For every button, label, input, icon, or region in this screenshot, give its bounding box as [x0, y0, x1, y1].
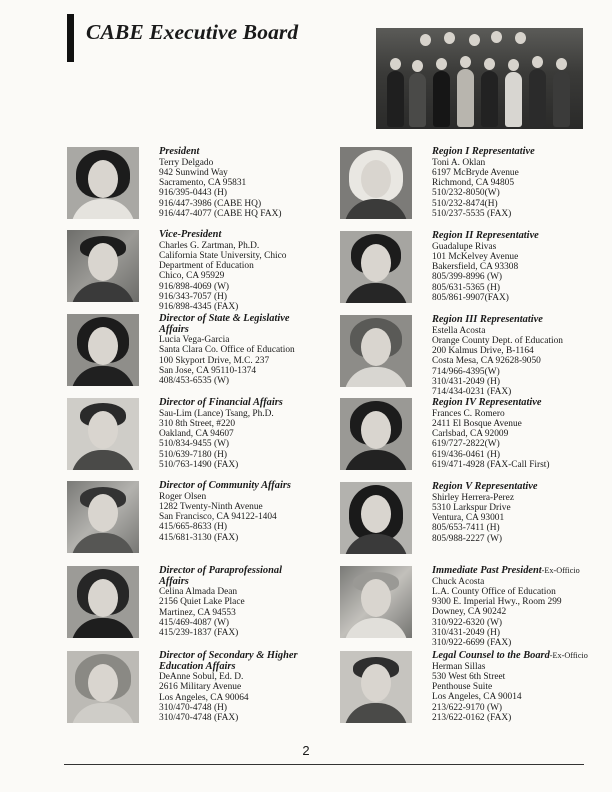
board-member-past-president [340, 565, 610, 649]
portrait-photo [340, 147, 412, 219]
portrait-photo [67, 481, 139, 553]
contact-line: 510/232-8474(H) [432, 198, 498, 209]
contact-line: Santa Clara Co. Office of Education [159, 345, 295, 356]
contact-line: Penthouse Suite [432, 682, 493, 693]
role-title: Region III Representative [432, 314, 543, 325]
portrait-photo [67, 230, 139, 302]
contact-line: 100 Skyport Drive, M.C. 237 [159, 355, 270, 366]
group-photo [376, 28, 583, 129]
contact-line: Guadalupe Rivas [432, 241, 497, 252]
contact-line: Orange County Dept. of Education [432, 335, 563, 346]
contact-line: 510/834-9455 (W) [159, 439, 230, 450]
contact-line: Los Angeles, CA 90014 [432, 692, 522, 703]
contact-line: 310/470-4748 (H) [159, 703, 227, 714]
contact-line: California State University, Chico [159, 250, 287, 261]
role-title: Director of State & Legislative [159, 313, 290, 324]
portrait-photo [67, 398, 139, 470]
board-member-region-3 [340, 314, 610, 398]
contact-line: Frances C. Romero [432, 408, 505, 419]
board-member-region-1 [340, 147, 610, 227]
contact-line: Roger Olsen [159, 491, 207, 502]
contact-line: 101 McKelvey Avenue [432, 251, 519, 262]
contact-line: Los Angeles, CA 90064 [159, 692, 249, 703]
contact-line: 619/727-2822(W) [432, 439, 500, 450]
role-title: Affairs [159, 323, 189, 335]
contact-line: 2616 Military Avenue [159, 682, 242, 693]
contact-line: Carlsbad, CA 92009 [432, 429, 509, 440]
contact-line: 805/399-8996 (W) [432, 272, 503, 283]
portrait-photo [67, 566, 139, 638]
contact-line: 805/631-5365 (H) [432, 282, 500, 293]
board-member-secondary-higher-education [67, 651, 337, 731]
portrait-photo [340, 231, 412, 303]
contact-line: Downey, CA 90242 [432, 607, 507, 618]
portrait-photo [340, 651, 412, 723]
contact-line: Toni A. Oklan [432, 157, 486, 168]
contact-line: 2411 El Bosque Avenue [432, 418, 522, 429]
contact-line: 213/622-9170 (W) [432, 702, 503, 713]
contact-line: 530 West 6th Street [432, 671, 506, 682]
contact-line: Bakersfield, CA 93308 [432, 262, 519, 273]
contact-line: Chico, CA 95929 [159, 271, 225, 282]
portrait-photo [67, 314, 139, 386]
board-member-paraprofessional-affairs [67, 566, 337, 646]
board-member-vice-president [67, 229, 337, 313]
contact-line: 619/471-4928 (FAX-Call First) [432, 460, 550, 471]
portrait-photo [340, 482, 412, 554]
contact-line: 916/898-4069 (W) [159, 281, 230, 292]
contact-line: Chuck Acosta [432, 576, 485, 587]
contact-line: Celina Almada Dean [159, 587, 238, 598]
page-number: 2 [302, 743, 310, 758]
role-title: Director of Financial Affairs [159, 397, 283, 408]
contact-line: 2156 Quiet Lake Place [159, 597, 245, 608]
board-member-financial-affairs [67, 398, 337, 478]
board-member-community-affairs [67, 481, 337, 561]
contact-line: San Francisco, CA 94122-1404 [159, 512, 277, 523]
board-member-president [67, 147, 337, 227]
role-title: Director of Community Affairs [159, 480, 291, 491]
contact-line: 408/453-6535 (W) [159, 376, 230, 387]
role-title: Region II Representative [432, 230, 539, 241]
contact-line: Martinez, CA 94553 [159, 607, 236, 618]
contact-line: 415/665-8633 (H) [159, 522, 227, 533]
contact-line: 310/922-6320 (W) [432, 617, 503, 628]
role-title: Vice-President [159, 229, 222, 240]
role-title: Affairs [159, 575, 189, 587]
contact-line: Costa Mesa, CA 92628-9050 [432, 356, 541, 367]
board-member-state-legislative [67, 314, 337, 394]
board-member-legal-counsel [340, 651, 610, 731]
contact-line: 1282 Twenty-Ninth Avenue [159, 501, 263, 512]
contact-line: 9300 E. Imperial Hwy., Room 299 [432, 597, 562, 608]
contact-line: Ventura, CA 93001 [432, 513, 505, 524]
role-title: Education Affairs [159, 660, 236, 672]
contact-line: 415/469-4087 (W) [159, 618, 230, 629]
portrait-photo [67, 147, 139, 219]
board-member-region-4 [340, 398, 610, 478]
contact-line: 510/232-8050(W) [432, 188, 500, 199]
contact-line: L.A. County Office of Education [432, 586, 556, 597]
role-title: President [159, 146, 200, 157]
contact-line: 714/966-4395(W) [432, 366, 500, 377]
contact-line: 213/622-0162 (FAX) [432, 713, 512, 724]
contact-line: Richmond, CA 94805 [432, 178, 515, 189]
contact-line: 5310 Larkspur Drive [432, 502, 511, 513]
contact-line: Charles G. Zartman, Ph.D. [159, 240, 260, 251]
contact-line: 310 8th Street, #220 [159, 418, 236, 429]
board-member-region-5 [340, 482, 610, 562]
role-title: Immediate Past President-Ex-Officio [432, 565, 580, 576]
contact-line: 310/470-4748 (FAX) [159, 713, 239, 724]
contact-line: 310/431-2049 (H) [432, 377, 500, 388]
contact-line: Shirley Herrera-Perez [432, 492, 514, 503]
contact-line: San Jose, CA 95110-1374 [159, 366, 257, 377]
contact-line: Terry Delgado [159, 157, 214, 168]
portrait-photo [340, 566, 412, 638]
title-bar-accent [67, 14, 74, 62]
contact-line: 916/395-0443 (H) [159, 188, 227, 199]
portrait-photo [340, 398, 412, 470]
contact-line: 619/436-0461 (H) [432, 449, 500, 460]
contact-line: 415/681-3130 (FAX) [159, 532, 239, 543]
page-title: CABE Executive Board [86, 20, 299, 44]
role-title: Region V Representative [432, 481, 538, 492]
contact-line: 805/988-2227 (W) [432, 533, 503, 544]
contact-line: Oakland, CA 94607 [159, 429, 234, 440]
contact-line: Sacramento, CA 95831 [159, 178, 247, 189]
portrait-photo [340, 315, 412, 387]
contact-line: Sau-Lim (Lance) Tsang, Ph.D. [159, 408, 274, 419]
role-title: Region I Representative [432, 146, 535, 157]
contact-line: 510/639-7180 (H) [159, 449, 227, 460]
footer-rule [64, 764, 584, 765]
contact-line: 6197 McBryde Avenue [432, 167, 519, 178]
contact-line: Lucia Vega-Garcia [159, 335, 230, 346]
role-title: Legal Counsel to the Board-Ex-Officio [432, 650, 588, 661]
contact-line: 510/237-5535 (FAX) [432, 209, 512, 220]
contact-line: Estella Acosta [432, 325, 486, 336]
contact-line: 200 Kalmus Drive, B-1164 [432, 346, 534, 357]
contact-line: 415/239-1837 (FAX) [159, 628, 239, 639]
board-member-region-2 [340, 231, 610, 311]
portrait-photo [67, 651, 139, 723]
contact-line: 916/447-3986 (CABE HQ) [159, 198, 262, 209]
contact-line: 942 Sunwind Way [159, 167, 228, 178]
contact-line: 310/922-6699 (FAX) [432, 638, 512, 649]
role-title: Director of Paraprofessional [159, 565, 282, 576]
role-title: Region IV Representative [432, 397, 542, 408]
contact-line: 714/434-0231 (FAX) [432, 387, 512, 398]
contact-line: 310/431-2049 (H) [432, 628, 500, 639]
contact-line: 916/447-4077 (CABE HQ FAX) [159, 209, 282, 220]
role-title: Director of Secondary & Higher [159, 650, 298, 661]
contact-line: 805/653-7411 (H) [432, 523, 500, 534]
contact-line: 805/861-9907(FAX) [432, 293, 509, 304]
contact-line: 916/343-7057 (H) [159, 292, 227, 303]
contact-line: Herman Sillas [432, 661, 486, 672]
contact-line: DeAnne Sobul, Ed. D. [159, 672, 244, 683]
contact-line: Department of Education [159, 261, 254, 272]
contact-line: 510/763-1490 (FAX) [159, 460, 239, 471]
contact-line: 916/898-4345 (FAX) [159, 302, 239, 313]
